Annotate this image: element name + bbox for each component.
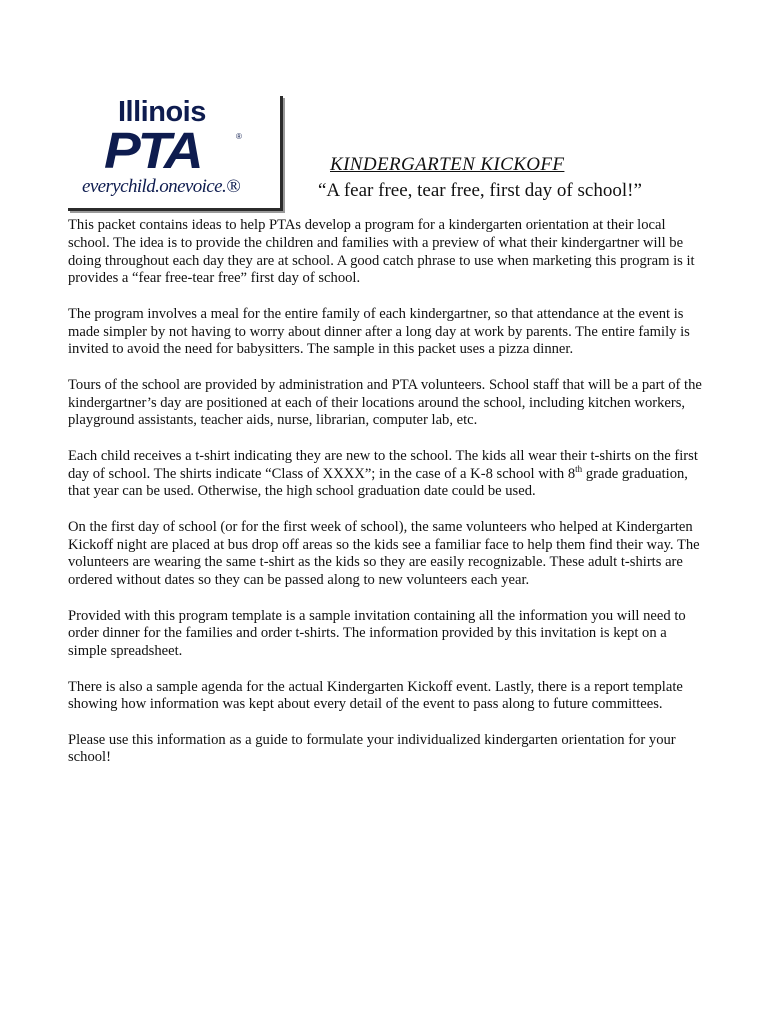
logo-state-name: Illinois [118,96,206,128]
paragraph-closing: Please use this information as a guide to formulate your individualized kindergarten orientation for your school! [68,731,676,766]
logo-org-name: PTA [104,122,201,179]
logo-registered-mark: ® [236,132,242,141]
illinois-pta-logo [68,96,283,211]
paragraph-first-day: On the first day of school (or for the first week of school), the same volunteers who helped at Kindergarten Kickoff night are placed at bus drop off areas so the kids see a familiar face to help them find their way. The volunteers are wearing the same t-shirt as the kids so they are easily recognizable. These adult t-shirts are ordered without dates so they can be passed along to new volunteers each year. [68,518,700,589]
paragraph-tshirts-text-before: Each child receives a t-shirt indicating they are new to the school. The kids all wear their t-shirts on the first day of school. The shirts indicate “Class of XXXX”; in the case of a K-8 school with 8 [68,447,698,482]
logo-tagline: everychild.onevoice.® [82,176,240,197]
paragraph-tours: Tours of the school are provided by administration and PTA volunteers. School staff that will be a part of the kindergartner’s day are positioned at each of their locations around the school, including kitchen workers, playground assistants, teacher aids, nurse, librarian, computer lab, etc. [68,376,702,429]
paragraph-invitation: Provided with this program template is a sample invitation containing all the information you will need to order dinner for the families and order t-shirts. The information provided by this invitation is kept on a simple spreadsheet. [68,607,686,660]
document-body [68,217,708,785]
paragraph-agenda: There is also a sample agenda for the actual Kindergarten Kickoff event. Lastly, there is a report template showing how information was kept about every detail of the event to pass along to future committees. [68,678,683,713]
paragraph-tshirts [68,448,708,501]
paragraph-intro: This packet contains ideas to help PTAs develop a program for a kindergarten orientation at their local school. The idea is to provide the children and families with a preview of what their kindergartner will be doing throughout each day they are at school. A good catch phrase to use when marketing this program is it provides a “fear free-tear free” first day of school. [68,217,695,287]
paragraph-meal: The program involves a meal for the entire family of each kindergartner, so that attendance at the event is made simpler by not having to worry about dinner after a long day at work by parents. The entire family is invited to avoid the need for babysitters. The sample in this packet uses a pizza dinner. [68,305,690,358]
paragraph-tshirts-text-after: grade graduation, that year can be used. Otherwise, the high school graduation date could be used. [68,465,688,500]
document-title: KINDERGARTEN KICKOFF [330,154,565,175]
paragraph-tshirts-superscript: th [575,463,583,474]
document-subtitle: “A fear free, tear free, first day of school!” [318,180,642,201]
